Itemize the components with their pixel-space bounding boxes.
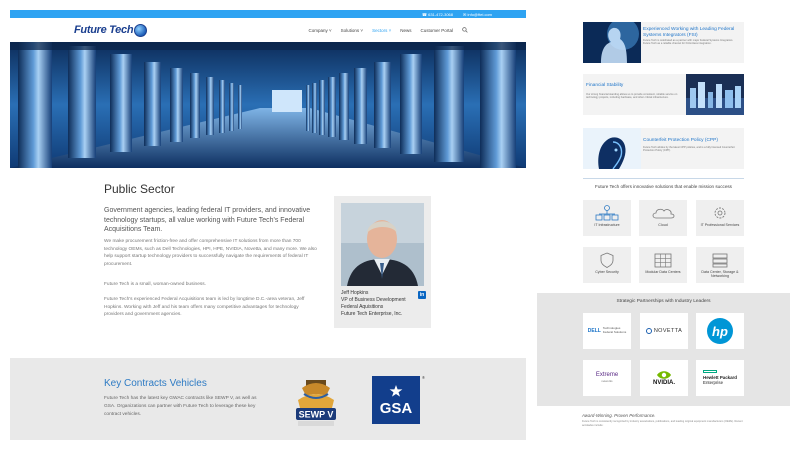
- logo[interactable]: [74, 24, 147, 37]
- partner-logo-novetta[interactable]: [640, 313, 688, 349]
- bio-card: [334, 196, 431, 328]
- dell-wordmark: DELL: [587, 328, 601, 334]
- network-icon: [583, 205, 631, 221]
- solution-tile-cloud[interactable]: [639, 200, 687, 236]
- partners-section: [537, 293, 790, 406]
- awards-block: [582, 413, 752, 427]
- news-text: Our strong financial standing allows us to provide consistent, reliable service on technology projects, including hardware, and other critical infrastructure.: [586, 93, 678, 100]
- solution-tile-modular-data-centers[interactable]: [639, 247, 687, 283]
- site-header: [10, 18, 526, 42]
- solutions-divider: [583, 178, 744, 179]
- contracts-text: Future Tech has the latest key GWAC contracts like SEWP V, as well as GSA. Organizations can partner with Future Tech to leverage these key contract vehicles.: [104, 396, 257, 417]
- nvidia-eye-icon: [656, 370, 672, 380]
- partner-logo-hp[interactable]: [696, 313, 744, 349]
- solution-tile-it-professional-services[interactable]: [696, 200, 744, 236]
- hpe-wordmark: Hewlett Packard: [703, 374, 737, 380]
- extreme-wordmark: Extreme: [595, 372, 619, 378]
- news-text: Future Tech abides by the latest CPP policies, and is a fully licensed Counterfeit Protection Policy (CPP).: [643, 146, 735, 153]
- gsa-text: GSA: [379, 400, 413, 417]
- bio-photo: [341, 203, 424, 286]
- gear-icon: [696, 205, 744, 221]
- news-title: Counterfeit Protection Policy (CPP): [643, 138, 718, 143]
- novetta-icon: [646, 328, 652, 334]
- paragraph-procurement: We make procurement friction-free and offer comprehensive IT solutions from more than 700 technology OEMs, such as Dell Technologies, HPI, HPE, NVIDIA, Novetta, and many more. We also help support startup technology providers to successfully navigate the requirements of federal IT procurement.: [104, 239, 317, 267]
- lead-paragraph: Government agencies, leading federal IT providers, and innovative technology startups, all value working with Future Tech's Federal Acquisitions Team.: [104, 207, 311, 233]
- solution-label: Modular Data Centers: [645, 270, 681, 274]
- partner-logo-nvidia[interactable]: [640, 360, 688, 396]
- bio-company: Future Tech Enterprise, Inc.: [341, 311, 403, 317]
- novetta-wordmark: NOVETTA: [653, 328, 683, 334]
- news-card-cpp[interactable]: [583, 128, 744, 169]
- contracts-section: [10, 358, 526, 440]
- main-content: [10, 168, 526, 358]
- registered-mark: ®: [422, 375, 425, 380]
- extreme-line2: networks: [601, 379, 613, 383]
- news-thumb-face: [583, 128, 641, 169]
- partners-title: Strategic Partnerships with Industry Leaders: [616, 299, 711, 304]
- dell-line2: Technologies: [602, 326, 621, 331]
- server-rack-icon: [639, 252, 687, 268]
- star-icon: [389, 385, 403, 397]
- news-title: Experienced Working with Leading Federal Systems Integrators (FSI): [643, 27, 735, 38]
- solution-label: IT Infrastructure: [594, 223, 620, 227]
- dell-line3: Federal Solutions: [602, 330, 627, 334]
- paragraph-federal-team: Future Tech's experienced Federal Acquisitions team is led by longtime D.C.-area veteran, Jeff Hopkins. Working with Jeff and his team offers many competitive advantages for technology providers and government agencies.: [104, 297, 305, 318]
- news-card-fsi[interactable]: [583, 22, 744, 63]
- bio-info: [341, 290, 406, 318]
- contracts-title: Key Contracts Vehicles: [104, 378, 207, 389]
- datacenter-icon: [696, 252, 744, 268]
- bio-name: Jeff Hopkins: [341, 290, 369, 296]
- solution-tile-it-infrastructure[interactable]: [583, 200, 631, 236]
- shield-icon: [583, 252, 631, 268]
- solutions-title: Future Tech offers innovative solutions that enable mission success: [595, 184, 732, 189]
- awards-text: Future Tech is consistently recognized by industry associations, publications, and leading original equipment manufacturers (OEMs). Recent accolades include:: [582, 420, 743, 427]
- news-text: Future Tech is celebrated as a partner with major Federal Systems Integrators. Future Tech as a reliable channel for frictionless integration.: [643, 39, 734, 46]
- cloud-icon: [639, 205, 687, 221]
- top-bar: [10, 10, 526, 18]
- logo-text: Future Tech: [74, 24, 134, 36]
- sewp-v-logo[interactable]: [292, 374, 340, 428]
- nav-item-company[interactable]: Company ˅: [308, 27, 332, 33]
- nav-item-news[interactable]: News: [400, 27, 412, 33]
- paragraph-small-business: Future Tech is a small, woman-owned business.: [104, 282, 207, 287]
- search-icon[interactable]: [462, 27, 468, 33]
- news-title: Financial Stability: [586, 83, 624, 88]
- hpe-bar: [703, 370, 717, 373]
- solution-tile-cyber-security[interactable]: [583, 247, 631, 283]
- phone-link[interactable]: ☎ 631-472-3068: [422, 11, 454, 17]
- nvidia-wordmark: NVIDIA.: [652, 380, 675, 386]
- hp-wordmark: hp: [707, 318, 733, 344]
- partner-logo-dell[interactable]: [583, 313, 631, 349]
- solution-label: Cyber Security: [595, 270, 619, 274]
- solution-label: Data Center, Storage & Networking: [701, 270, 739, 279]
- email-link[interactable]: ✉ info@ftei.com: [463, 11, 492, 17]
- nav-item-customer-portal[interactable]: Customer Portal: [420, 27, 453, 33]
- solution-tile-data-center-storage[interactable]: [696, 247, 744, 283]
- linkedin-icon[interactable]: in: [419, 292, 425, 298]
- gsa-logo[interactable]: [372, 375, 425, 424]
- hero-image-colonnade: [10, 42, 526, 168]
- solution-label: IT Professional Services: [700, 223, 740, 227]
- partner-logo-hpe[interactable]: [696, 360, 744, 396]
- main-nav: [309, 27, 469, 33]
- nav-item-sectors[interactable]: Sectors ˅: [372, 27, 392, 33]
- news-card-financial[interactable]: [583, 74, 744, 115]
- sewp-v-text: SEWP V: [298, 409, 334, 420]
- news-thumb-silhouette: [583, 22, 641, 63]
- hpe-line2: Enterprise: [703, 380, 724, 386]
- nav-item-solutions[interactable]: Solutions ˅: [340, 27, 364, 33]
- page-title: Public Sector: [104, 182, 175, 196]
- bio-role: VP of Business Development: [341, 297, 406, 303]
- news-thumb-skyline: [686, 74, 744, 115]
- solution-label: Cloud: [658, 223, 668, 227]
- bio-dept: Federal Aquisitions: [341, 304, 384, 310]
- awards-title: Award-Winning. Proven Performance.: [582, 413, 656, 418]
- partner-logo-extreme[interactable]: [583, 360, 631, 396]
- website: [10, 10, 526, 440]
- globe-icon: [134, 24, 147, 37]
